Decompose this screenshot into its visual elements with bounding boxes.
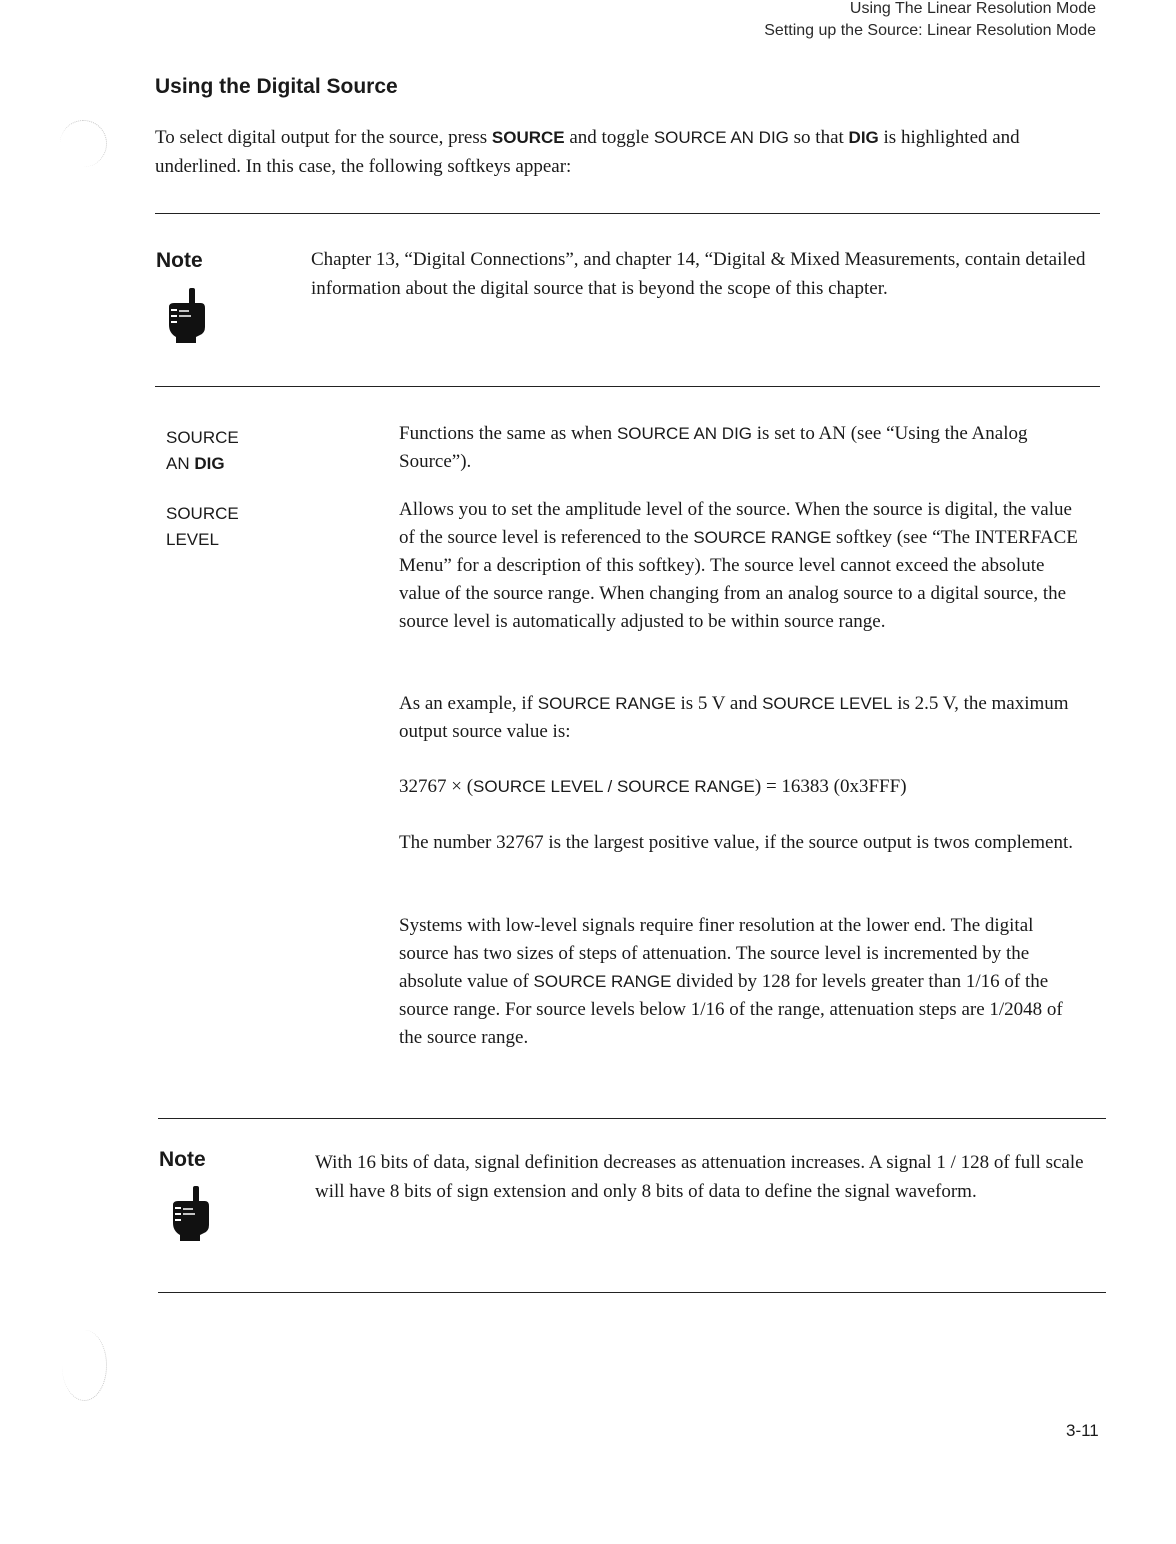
formula: 32767 × (SOURCE LEVEL / SOURCE RANGE) = 16383 (0x3FFF) xyxy=(399,776,907,797)
softkey-description: Allows you to set the amplitude level of the source. When the source is digital, the value of the source level is referenced to the SOURCE RANGE softkey (see “The INTERFACE Menu” for a description of this softkey). The source level cannot exceed the absolute value of the source range. When changing from an analog source to a digital source, the source level is automatically adjusted to be within source range. xyxy=(399,499,1078,632)
section-title: Using the Digital Source xyxy=(155,75,398,98)
keyword-dig: DIG xyxy=(848,128,879,147)
softkey-description: Functions the same as when SOURCE AN DIG is set to AN (see “Using the Analog Source”). xyxy=(399,423,1028,472)
note-label: Note xyxy=(156,249,203,272)
paragraph: Systems with low-level signals require finer resolution at the lower end. The digital source has two sizes of steps of attenuation. The source level is incremented by the absolute value of SOURCE RANGE divided by 128 for levels greater than 1/16 of the source range. For source levels below 1/16 of the range, attenuation steps are 1/2048 of the source range. xyxy=(399,915,1063,1048)
pointing-hand-icon xyxy=(167,1183,211,1243)
divider xyxy=(155,386,1100,387)
paragraph: The number 32767 is the largest positive value, if the source output is twos complement. xyxy=(399,832,1074,853)
divider xyxy=(158,1292,1106,1293)
running-head-section: Setting up the Source: Linear Resolution Mode xyxy=(764,22,1096,39)
softkey-source-an-dig: SOURCE AN DIG xyxy=(166,428,239,473)
keyword-source: SOURCE xyxy=(491,128,565,147)
intro-paragraph: To select digital output for the source, press SOURCE and toggle SOURCE AN DIG so that DIG is highlighted and underlined. In this case, the following softkeys appear: xyxy=(155,127,1020,177)
softkey-source-level: SOURCE LEVEL xyxy=(166,504,239,549)
page-number: 3-11 xyxy=(1066,1421,1099,1440)
note-text: With 16 bits of data, signal definition decreases as attenuation increases. A signal 1 / 128 of full scale will have 8 bits of sign extension and only 8 bits of data to define the signal waveform. xyxy=(315,1152,1084,1202)
margin-mark xyxy=(62,1330,107,1401)
note-label: Note xyxy=(159,1148,206,1171)
example-paragraph: As an example, if SOURCE RANGE is 5 V and SOURCE LEVEL is 2.5 V, the maximum output source value is: xyxy=(399,693,1069,742)
divider xyxy=(155,213,1100,214)
keyword-source-an-dig: SOURCE AN DIG xyxy=(653,128,789,147)
divider xyxy=(158,1118,1106,1119)
margin-mark xyxy=(60,120,107,167)
running-head-chapter: Using The Linear Resolution Mode xyxy=(849,0,1096,17)
note-text: Chapter 13, “Digital Connections”, and chapter 14, “Digital & Mixed Measurements, contain detailed information about the digital source that is beyond the scope of this chapter. xyxy=(311,249,1086,299)
pointing-hand-icon xyxy=(163,285,207,345)
